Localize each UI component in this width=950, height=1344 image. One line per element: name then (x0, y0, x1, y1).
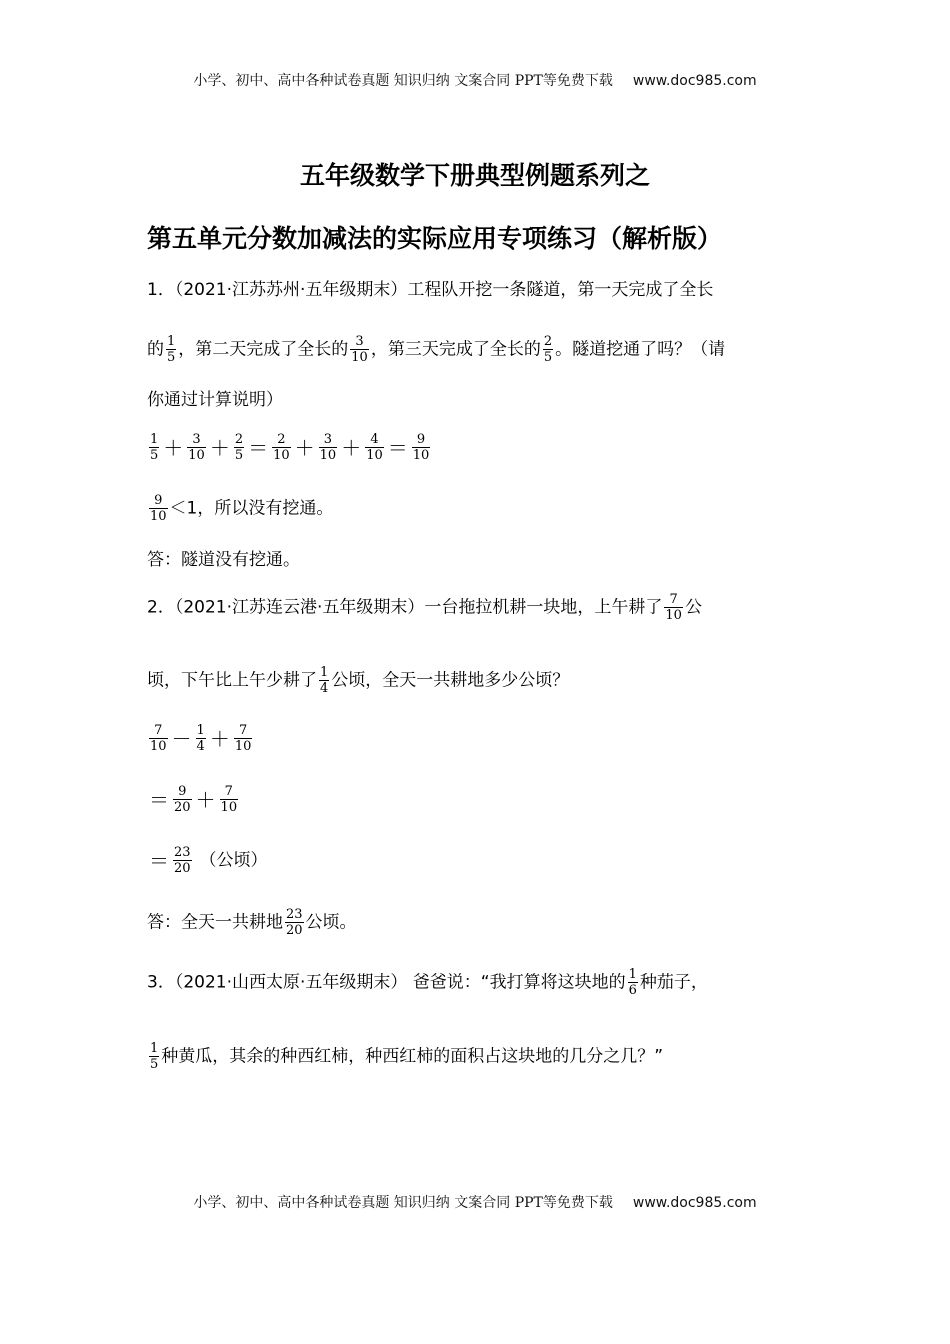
fraction: $\frac{2}{5}$ (234, 432, 244, 463)
fraction: $\frac{1}{5}$ (150, 1041, 159, 1072)
q1-line-3: 你通过计算说明） (147, 390, 283, 410)
fraction: $\frac{2}{10}$ (273, 432, 290, 463)
footer-url[interactable]: www.doc985.com (632, 1195, 757, 1211)
fraction: $\frac{23}{20}$ (174, 845, 191, 876)
fraction: $\frac{9}{10}$ (412, 432, 430, 463)
fraction: $\frac{1}{4}$ (320, 665, 329, 696)
q2-step-3: ＝ $\frac{23}{20}$ （公顷） (149, 845, 268, 876)
q2-line-2: 顷，下午比上午少耕了 $\frac{1}{4}$ 公顷，全天一共耕地多少公顷？ (147, 665, 570, 696)
fraction: $\frac{1}{5}$ (167, 334, 176, 365)
q2-step-2: ＝ $\frac{9}{20}$ ＋ $\frac{7}{10}$ (149, 784, 238, 815)
q1-comparison: $\frac{9}{10}$ ＜1，所以没有挖通。 (150, 493, 334, 524)
fraction: $\frac{7}{10}$ (665, 592, 682, 623)
q2-line-1: 2．（2021·江苏连云港·五年级期末）一台拖拉机耕一块地，上午耕了 $\frac{7}{10}$ 公 (147, 592, 702, 623)
fraction: $\frac{7}{10}$ (234, 723, 252, 754)
footer-text: 小学、初中、高中各种试卷真题 知识归纳 文案合同 PPT等免费下载 (193, 1195, 613, 1211)
page-footer (0, 1192, 950, 1212)
q1-line-1: 1．（2021·江苏苏州·五年级期末）工程队开挖一条隧道，第一天完成了全长 (147, 280, 714, 300)
fraction: $\frac{7}{10}$ (150, 723, 167, 754)
page-header (0, 70, 950, 90)
fraction: $\frac{7}{10}$ (220, 784, 238, 815)
fraction: $\frac{3}{10}$ (319, 432, 337, 463)
header-url[interactable]: www.doc985.com (632, 73, 757, 89)
fraction: $\frac{9}{10}$ (150, 493, 167, 524)
q3-line-2: $\frac{1}{5}$ 种黄瓜，其余的种西红柿，种西红柿的面积占这块地的几分之几？” (150, 1041, 664, 1072)
fraction: $\frac{3}{10}$ (188, 432, 205, 463)
fraction: $\frac{1}{4}$ (196, 723, 205, 754)
q1-answer: 答：隧道没有挖通。 (147, 550, 300, 570)
title-line-1: 五年级数学下册典型例题系列之 (299, 161, 650, 190)
q3-line-1: 3．（2021·山西太原·五年级期末） 爸爸说：“我打算将这块地的 $\frac{1}{6}$ 种茄子， (147, 967, 708, 998)
fraction: $\frac{4}{10}$ (366, 432, 383, 463)
fraction: $\frac{1}{6}$ (628, 967, 637, 998)
q1-calculation: $\frac{1}{5}$ ＋ $\frac{3}{10}$ ＋ $\frac{2}{5}$ ＝ $\frac{2}{10}$ ＋ $\frac{3}{10}$ ＋ $\frac{4}{10}$ ＝ $\frac{9}{10}$ (150, 432, 430, 463)
fraction: $\frac{1}{5}$ (150, 432, 159, 463)
q2-answer: 答：全天一共耕地 $\frac{23}{20}$ 公顷。 (147, 907, 357, 938)
header-text: 小学、初中、高中各种试卷真题 知识归纳 文案合同 PPT等免费下载 (193, 73, 613, 89)
fraction: $\frac{23}{20}$ (286, 907, 303, 938)
q1-line-2: 的 $\frac{1}{5}$ ，第二天完成了全长的 $\frac{3}{10}$ ，第三天完成了全长的 $\frac{2}{5}$ 。隧道挖通了吗？（请 (147, 334, 726, 365)
fraction: $\frac{2}{5}$ (543, 334, 553, 365)
q2-step-1: $\frac{7}{10}$ － $\frac{1}{4}$ ＋ $\frac{7}{10}$ (150, 723, 252, 754)
fraction: $\frac{9}{20}$ (174, 784, 191, 815)
title-line-2: 第五单元分数加减法的实际应用专项练习（解析版） (147, 224, 723, 253)
fraction: $\frac{3}{10}$ (351, 334, 368, 365)
